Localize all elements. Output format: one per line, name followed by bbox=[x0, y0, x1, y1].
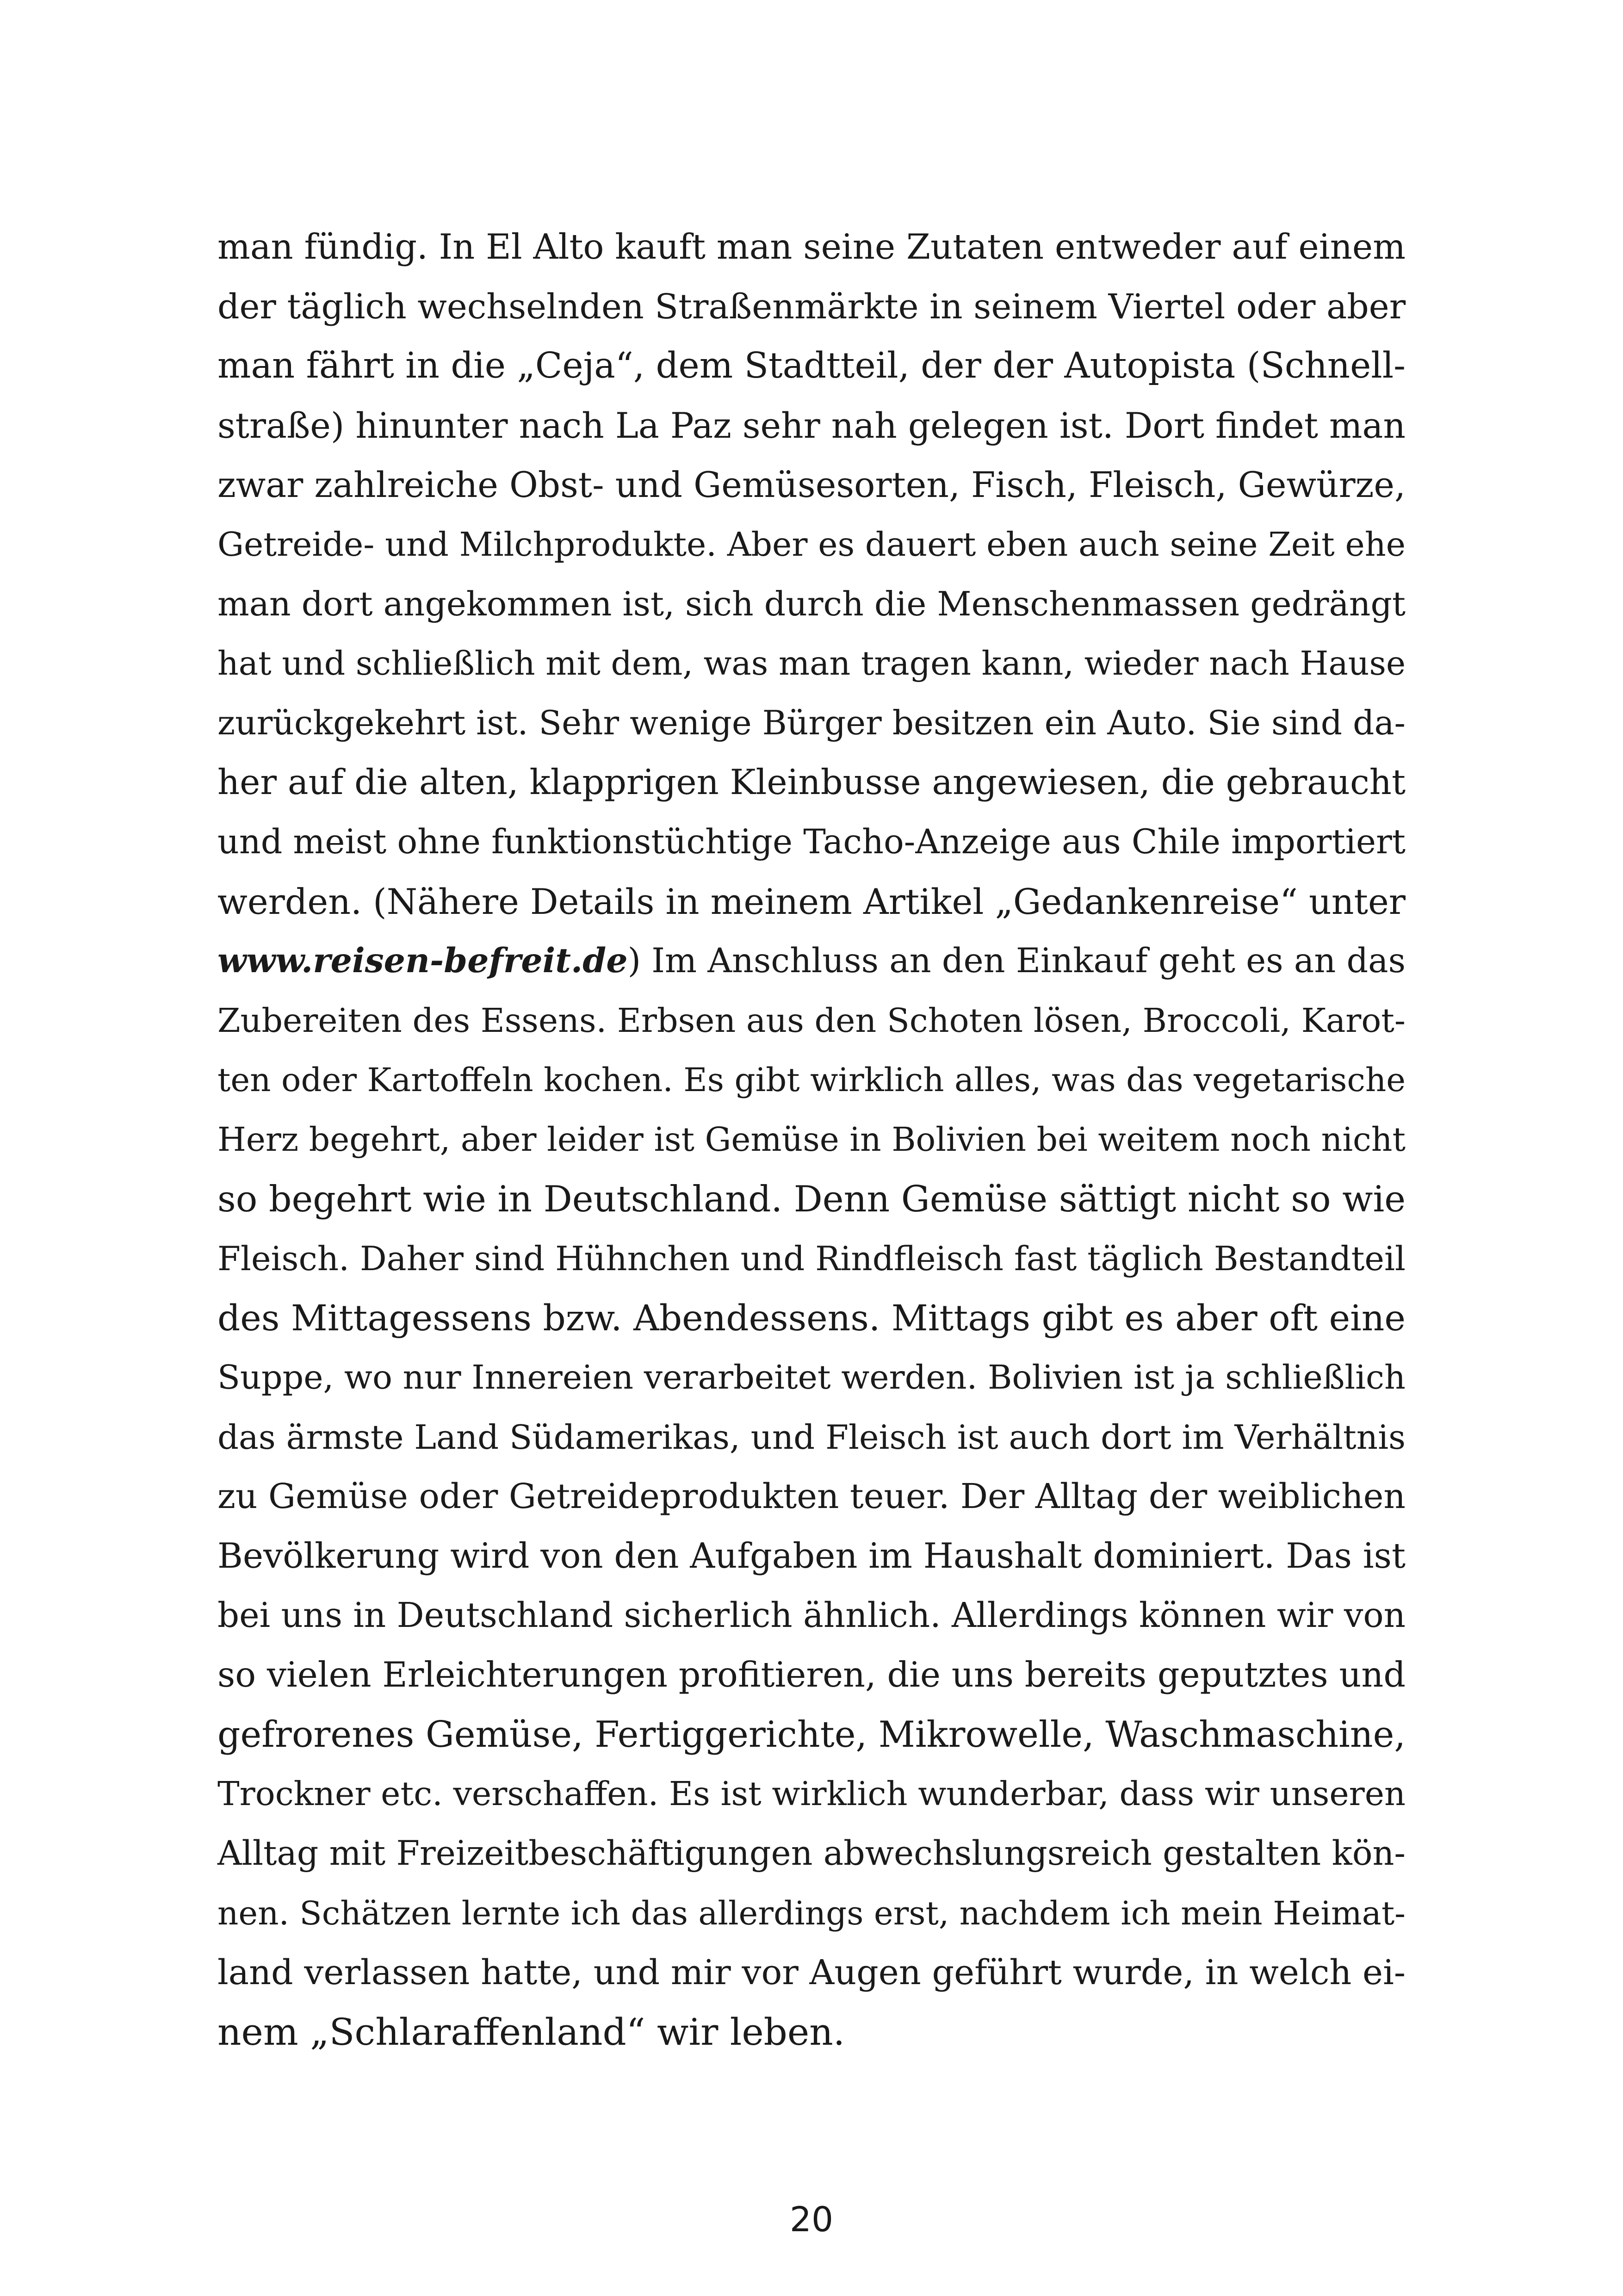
text-line: ten oder Kartoffeln kochen. Es gibt wirklich alles, was das vegetarische bbox=[217, 1061, 1406, 1099]
text-line: so begehrt wie in Deutschland. Denn Gemüse sättigt nicht so wie bbox=[217, 1178, 1406, 1220]
text-line: so vielen Erleichterungen profitieren, die uns bereits geputztes und bbox=[217, 1655, 1406, 1695]
text-line: das ärmste Land Südamerikas, und Fleisch ist auch dort im Verhältnis bbox=[217, 1417, 1406, 1457]
text-line: zu Gemüse oder Getreideprodukten teuer. Der Alltag der weiblichen bbox=[217, 1477, 1406, 1517]
text-line: des Mittagessens bzw. Abendessens. Mittags gibt es aber oft eine bbox=[217, 1297, 1406, 1339]
text-line: Suppe, wo nur Innereien verarbeitet werden. Bolivien ist ja schließlich bbox=[217, 1358, 1406, 1397]
text-line: zurückgekehrt ist. Sehr wenige Bürger besitzen ein Auto. Sie sind da- bbox=[217, 703, 1406, 743]
text-line: man fündig. In El Alto kauft man seine Zutaten entweder auf einem bbox=[217, 227, 1406, 267]
text-line: zwar zahlreiche Obst- und Gemüsesorten, Fisch, Fleisch, Gewürze, bbox=[217, 465, 1406, 506]
text-line: man dort angekommen ist, sich durch die Menschenmassen gedrängt bbox=[217, 584, 1406, 624]
text-line: land verlassen hatte, und mir vor Augen geführt wurde, in welch ei- bbox=[217, 1952, 1406, 1993]
text-line: Zubereiten des Essens. Erbsen aus den Schoten lösen, Broccoli, Karot- bbox=[217, 1001, 1406, 1040]
text-line: werden. (Nähere Details in meinem Artikel „Gedankenreise“ unter bbox=[217, 881, 1406, 922]
text-line: und meist ohne funktionstüchtige Tacho-Anzeige aus Chile importiert bbox=[217, 822, 1406, 862]
text-line: der täglich wechselnden Straßenmärkte in seinem Viertel oder aber bbox=[217, 286, 1406, 327]
text-line: Fleisch. Daher sind Hühnchen und Rindfleisch fast täglich Bestandteil bbox=[217, 1239, 1406, 1278]
text-line: Getreide- und Milchprodukte. Aber es dauert eben auch seine Zeit ehe bbox=[217, 525, 1406, 564]
website-link[interactable]: www.reisen-befreit.de bbox=[217, 941, 628, 981]
text-line: gefrorenes Gemüse, Fertiggerichte, Mikrowelle, Waschmaschine, bbox=[217, 1713, 1406, 1756]
text-line: Herz begehrt, aber leider ist Gemüse in Bolivien bei weitem noch nicht bbox=[217, 1120, 1406, 1159]
text-line: bei uns in Deutschland sicherlich ähnlich. Allerdings können wir von bbox=[217, 1595, 1406, 1635]
text-line: man fährt in die „Ceja“, dem Stadtteil, der der Autopista (Schnell- bbox=[217, 345, 1406, 387]
text-line: hat und schließlich mit dem, was man tragen kann, wieder nach Hause bbox=[217, 644, 1406, 683]
text-line: Alltag mit Freizeitbeschäftigungen abwechslungsreich gestalten kön- bbox=[217, 1834, 1406, 1874]
page-number: 20 bbox=[789, 2200, 834, 2240]
text-line: nen. Schätzen lernte ich das allerdings erst, nachdem ich mein Heimat- bbox=[217, 1894, 1406, 1932]
link-line-tail: ) Im Anschluss an den Einkauf geht es an das bbox=[627, 941, 1406, 981]
text-line: her auf die alten, klapprigen Kleinbusse angewiesen, die gebraucht bbox=[217, 762, 1406, 803]
text-line: Trockner etc. verschaffen. Es ist wirklich wunderbar, dass wir unseren bbox=[217, 1775, 1406, 1813]
text-line-last: nem „Schlaraffenland“ wir leben. bbox=[217, 2010, 845, 2054]
text-line-with-link bbox=[217, 931, 1406, 991]
body-text bbox=[217, 217, 1406, 2062]
text-line: Bevölkerung wird von den Aufgaben im Haushalt dominiert. Das ist bbox=[217, 1536, 1406, 1576]
text-line: straße) hinunter nach La Paz sehr nah gelegen ist. Dort findet man bbox=[217, 405, 1406, 446]
